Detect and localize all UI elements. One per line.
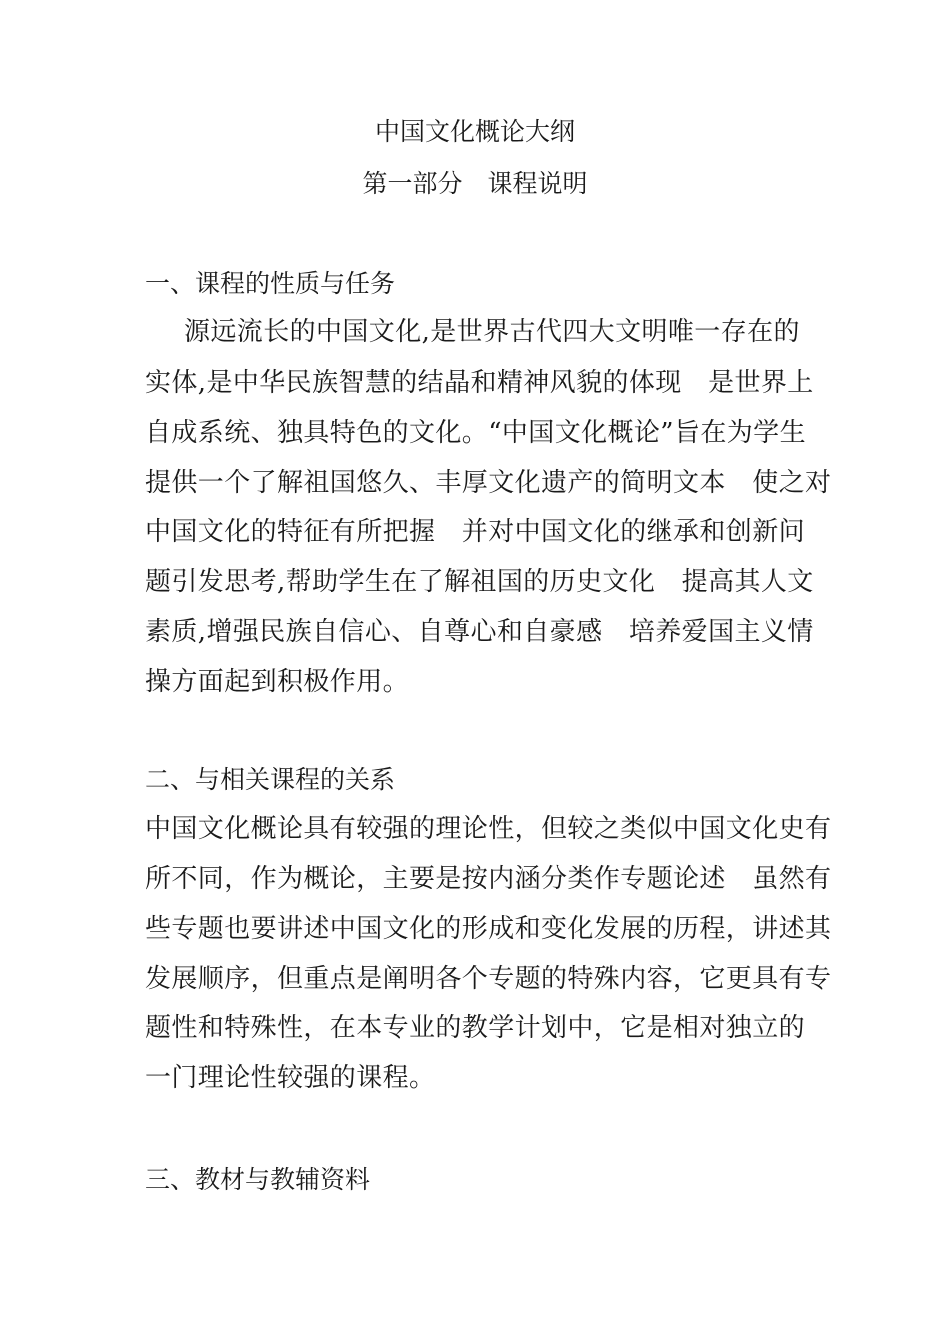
- paragraph-line: 素质,增强民族自信心、自尊心和自豪感 培养爱国主义情: [145, 617, 814, 647]
- section-heading-2: 二、与相关课程的关系: [145, 765, 396, 794]
- paragraph-line: 中国文化概论具有较强的理论性，但较之类似中国文化史有: [145, 814, 832, 844]
- paragraph-line: 题性和特殊性，在本专业的教学计划中，它是相对独立的: [145, 1013, 806, 1043]
- paragraph-line: 题引发思考,帮助学生在了解祖国的历史文化 提高其人文: [145, 567, 814, 597]
- document-subtitle: 第一部分 课程说明: [362, 169, 588, 198]
- paragraph-line: 自成系统、独具特色的文化。“中国文化概论”旨在为学生: [145, 418, 806, 448]
- document-title: 中国文化概论大纲: [374, 117, 575, 146]
- section-heading-1: 一、课程的性质与任务: [145, 269, 396, 298]
- paragraph-line: 所不同，作为概论，主要是按内涵分类作专题论述 虽然有: [145, 864, 832, 894]
- paragraph-line: 些专题也要讲述中国文化的形成和变化发展的历程，讲述其: [145, 914, 832, 944]
- section-heading-3: 三、教材与教辅资料: [145, 1165, 371, 1194]
- paragraph-line: 提供一个了解祖国悠久、丰厚文化遗产的简明文本 使之对: [145, 468, 832, 498]
- paragraph-line: 中国文化的特征有所把握 并对中国文化的继承和创新问: [145, 517, 806, 547]
- paragraph-line: 一门理论性较强的课程。: [145, 1063, 436, 1093]
- paragraph-line: 实体,是中华民族智慧的结晶和精神风貌的体现 是世界上: [145, 368, 814, 398]
- paragraph-line: 操方面起到积极作用。: [145, 667, 410, 697]
- paragraph-line: 源远流长的中国文化,是世界古代四大文明唯一存在的: [184, 317, 800, 347]
- paragraph-line: 发展顺序，但重点是阐明各个专题的特殊内容，它更具有专: [145, 964, 832, 994]
